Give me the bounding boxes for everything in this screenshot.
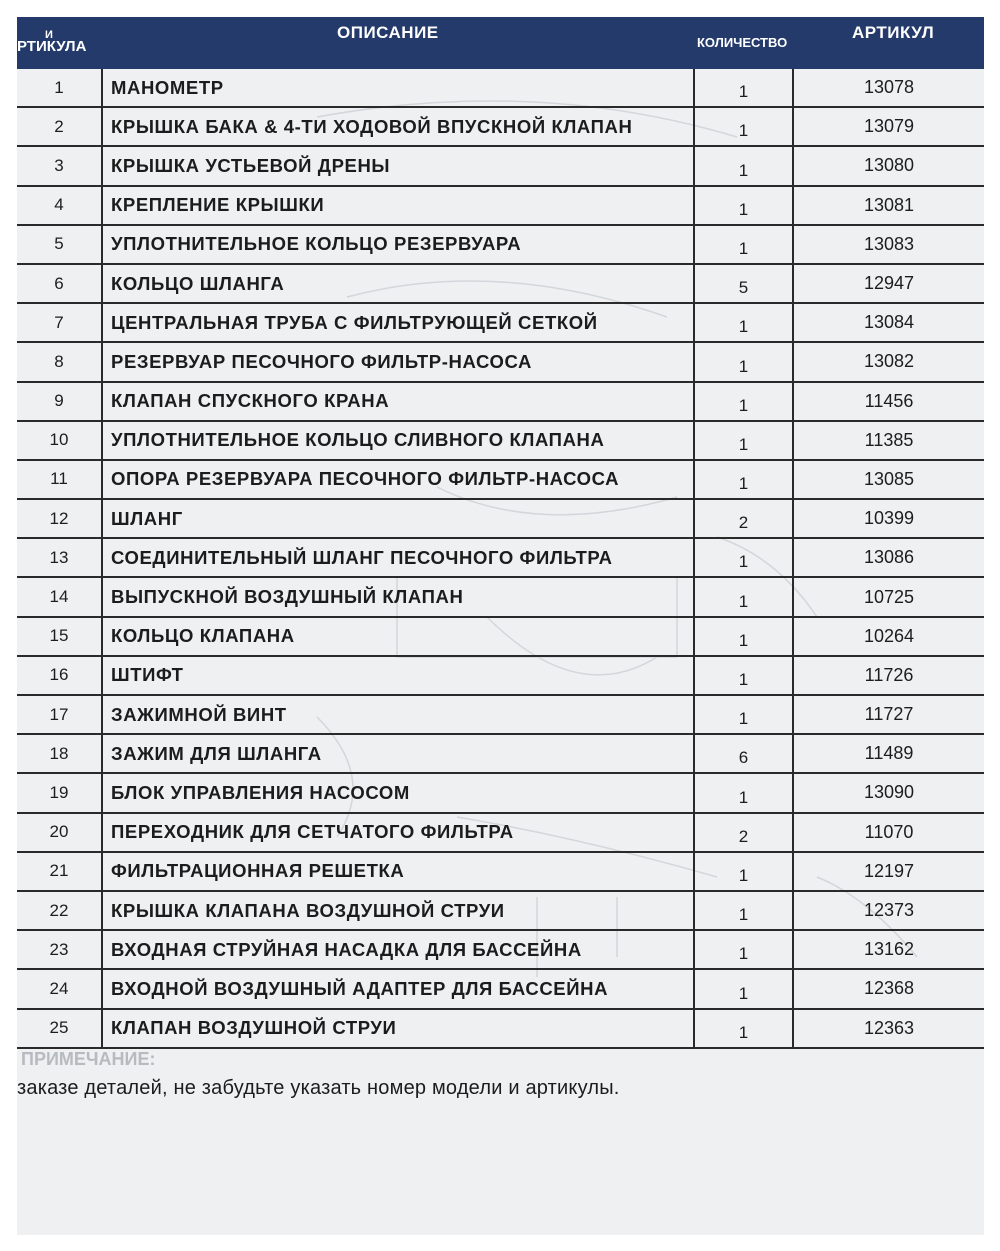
row-description: КРЫШКА КЛАПАНА ВОЗДУШНОЙ СТРУИ [103, 892, 695, 929]
row-description: МАНОМЕТР [103, 69, 695, 106]
row-article: 10725 [863, 586, 915, 607]
row-description: КРЫШКА УСТЬЕВОЙ ДРЕНЫ [103, 147, 695, 184]
row-description: ЦЕНТРАЛЬНАЯ ТРУБА С ФИЛЬТРУЮЩЕЙ СЕТКОЙ [103, 304, 695, 341]
row-description: ПЕРЕХОДНИК ДЛЯ СЕТЧАТОГО ФИЛЬТРА [103, 814, 695, 851]
row-article: 13083 [863, 233, 915, 254]
row-description: КЛАПАН СПУСКНОГО КРАНА [103, 383, 695, 420]
row-quantity: 1 [695, 970, 794, 1007]
table-row [17, 735, 984, 774]
row-article: 13078 [863, 77, 915, 98]
row-article: 10264 [863, 625, 915, 646]
row-description: ФИЛЬТРАЦИОННАЯ РЕШЕТКА [103, 853, 695, 890]
row-number: 21 [17, 853, 103, 890]
row-article: 10399 [863, 508, 915, 529]
row-number: 7 [17, 304, 103, 341]
table-row [17, 853, 984, 892]
row-number: 24 [17, 970, 103, 1007]
header-description: ОПИСАНИЕ [337, 23, 439, 42]
row-quantity: 1 [695, 187, 794, 224]
table-row [17, 383, 984, 422]
row-article: 13081 [863, 194, 915, 215]
row-description: ЗАЖИМНОЙ ВИНТ [103, 696, 695, 733]
table-row [17, 618, 984, 657]
row-description: ВХОДНАЯ СТРУЙНАЯ НАСАДКА ДЛЯ БАССЕЙНА [103, 931, 695, 968]
row-article: 12947 [863, 273, 915, 294]
table-row [17, 1010, 984, 1049]
row-number: 8 [17, 343, 103, 380]
table-row [17, 970, 984, 1009]
row-article: 13090 [863, 782, 915, 803]
row-number: 22 [17, 892, 103, 929]
row-description: ШЛАНГ [103, 500, 695, 537]
table-row [17, 226, 984, 265]
row-quantity: 1 [695, 69, 794, 106]
row-article: 13079 [863, 116, 915, 137]
row-number: 2 [17, 108, 103, 145]
row-number: 12 [17, 500, 103, 537]
row-quantity: 1 [695, 461, 794, 498]
footer-ghost-text: ПРИМЕЧАНИЕ: [21, 1049, 156, 1069]
row-quantity: 1 [695, 304, 794, 341]
row-description: КОЛЬЦО ШЛАНГА [103, 265, 695, 302]
row-quantity: 1 [695, 657, 794, 694]
row-number: 5 [17, 226, 103, 263]
row-number: 4 [17, 187, 103, 224]
row-quantity: 1 [695, 343, 794, 380]
header-quantity: КОЛИЧЕСТВО [697, 35, 788, 50]
row-number: 1 [17, 69, 103, 106]
row-number: 15 [17, 618, 103, 655]
table-row [17, 578, 984, 617]
row-number: 10 [17, 422, 103, 459]
table-row [17, 187, 984, 226]
row-article: 11727 [864, 704, 914, 725]
row-quantity: 1 [695, 422, 794, 459]
table-row [17, 422, 984, 461]
row-article: 11456 [864, 390, 914, 411]
row-quantity: 1 [695, 1010, 794, 1047]
row-quantity: 1 [695, 226, 794, 263]
row-quantity: 1 [695, 578, 794, 615]
document-page [17, 17, 984, 1235]
row-number: 13 [17, 539, 103, 576]
row-quantity: 1 [695, 147, 794, 184]
table-row [17, 774, 984, 813]
row-article: 12368 [863, 978, 915, 999]
row-number: 19 [17, 774, 103, 811]
table-row [17, 108, 984, 147]
header-number-label: РТИКУЛА [17, 38, 87, 55]
row-description: УПЛОТНИТЕЛЬНОЕ КОЛЬЦО РЕЗЕРВУАРА [103, 226, 695, 263]
table-row [17, 69, 984, 108]
row-quantity: 1 [695, 774, 794, 811]
row-article: 13162 [863, 939, 915, 960]
row-quantity: 1 [695, 108, 794, 145]
row-quantity: 1 [695, 539, 794, 576]
row-quantity: 2 [695, 500, 794, 537]
row-number: 3 [17, 147, 103, 184]
row-description: ОПОРА РЕЗЕРВУАРА ПЕСОЧНОГО ФИЛЬТР-НАСОСА [103, 461, 695, 498]
row-number: 14 [17, 578, 103, 615]
row-description: РЕЗЕРВУАР ПЕСОЧНОГО ФИЛЬТР-НАСОСА [103, 343, 695, 380]
row-article: 12363 [863, 1017, 915, 1038]
row-number: 6 [17, 265, 103, 302]
row-number: 20 [17, 814, 103, 851]
row-article: 13084 [863, 312, 915, 333]
row-number: 17 [17, 696, 103, 733]
table-row [17, 304, 984, 343]
row-quantity: 1 [695, 853, 794, 890]
row-number: 11 [17, 461, 103, 498]
row-quantity: 1 [695, 383, 794, 420]
row-description: ВХОДНОЙ ВОЗДУШНЫЙ АДАПТЕР ДЛЯ БАССЕЙНА [103, 970, 695, 1007]
row-description: ШТИФТ [103, 657, 695, 694]
row-article: 13080 [863, 155, 915, 176]
row-quantity: 1 [695, 892, 794, 929]
row-description: УПЛОТНИТЕЛЬНОЕ КОЛЬЦО СЛИВНОГО КЛАПАНА [103, 422, 695, 459]
row-quantity: 6 [695, 735, 794, 772]
parts-table [17, 69, 984, 1049]
table-row [17, 931, 984, 970]
row-description: ВЫПУСКНОЙ ВОЗДУШНЫЙ КЛАПАН [103, 578, 695, 615]
row-article: 11726 [864, 664, 914, 685]
header-article: АРТИКУЛ [852, 23, 935, 42]
table-row [17, 814, 984, 853]
table-row [17, 892, 984, 931]
row-description: КРЕПЛЕНИЕ КРЫШКИ [103, 187, 695, 224]
row-number: 25 [17, 1010, 103, 1047]
row-article: 12197 [863, 860, 915, 881]
footer-note: заказе деталей, не забудьте указать номер модели и артикулы. [17, 1077, 620, 1099]
row-description: КЛАПАН ВОЗДУШНОЙ СТРУИ [103, 1010, 695, 1047]
row-description: БЛОК УПРАВЛЕНИЯ НАСОСОМ [103, 774, 695, 811]
row-quantity: 1 [695, 696, 794, 733]
table-row [17, 147, 984, 186]
row-quantity: 1 [695, 931, 794, 968]
row-article: 11489 [864, 743, 914, 764]
row-number: 23 [17, 931, 103, 968]
row-article: 13085 [863, 468, 915, 489]
row-article: 11385 [864, 429, 914, 450]
table-row [17, 343, 984, 382]
row-description: КРЫШКА БАКА & 4-ТИ ХОДОВОЙ ВПУСКНОЙ КЛАПАН [103, 108, 695, 145]
table-row [17, 696, 984, 735]
table-row [17, 500, 984, 539]
row-quantity: 5 [695, 265, 794, 302]
table-row [17, 265, 984, 304]
row-description: СОЕДИНИТЕЛЬНЫЙ ШЛАНГ ПЕСОЧНОГО ФИЛЬТРА [103, 539, 695, 576]
row-number: 9 [17, 383, 103, 420]
header-number-top: И [45, 29, 53, 41]
table-header [17, 17, 984, 69]
row-article: 13086 [863, 547, 915, 568]
table-row [17, 657, 984, 696]
row-quantity: 2 [695, 814, 794, 851]
row-number: 18 [17, 735, 103, 772]
table-row [17, 539, 984, 578]
row-article: 13082 [863, 351, 915, 372]
row-description: КОЛЬЦО КЛАПАНА [103, 618, 695, 655]
table-row [17, 461, 984, 500]
header-number [17, 31, 103, 55]
row-article: 11070 [864, 821, 914, 842]
row-description: ЗАЖИМ ДЛЯ ШЛАНГА [103, 735, 695, 772]
row-article: 12373 [863, 900, 915, 921]
row-number: 16 [17, 657, 103, 694]
row-quantity: 1 [695, 618, 794, 655]
